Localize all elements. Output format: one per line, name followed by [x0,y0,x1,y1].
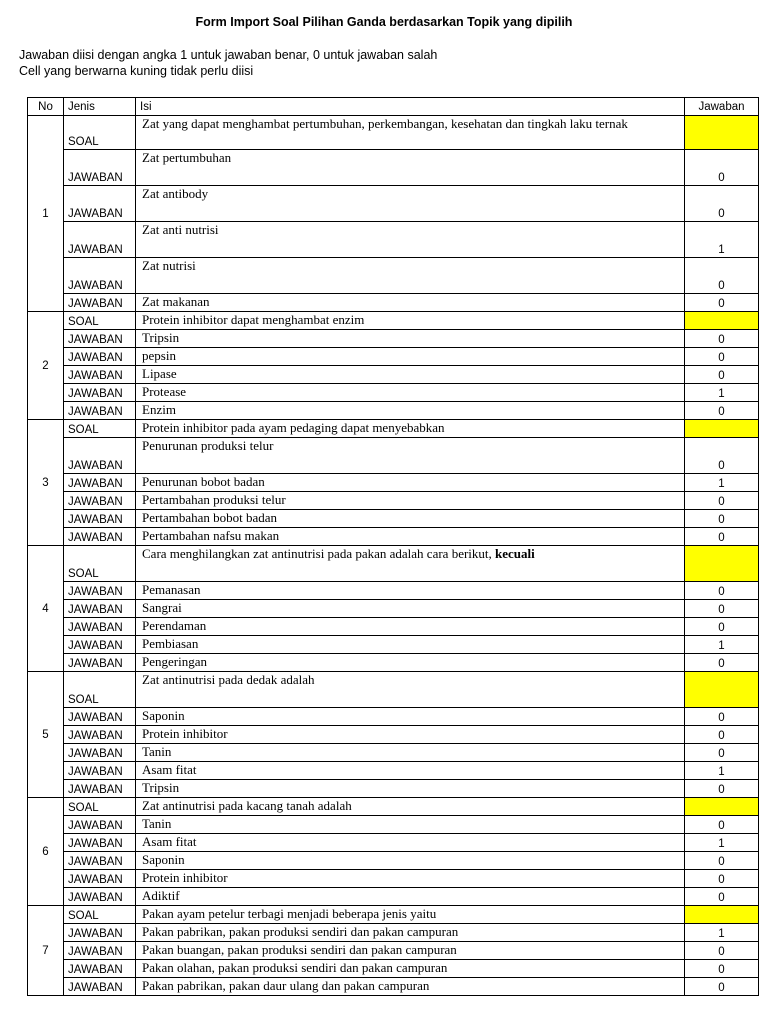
answer-row [28,492,759,510]
jawaban-cell[interactable]: 0 [685,852,759,870]
isi-cell [136,852,685,870]
jenis-cell: JAWABAN [64,186,136,222]
isi-text: Tanin [142,744,172,759]
answer-row [28,402,759,420]
jenis-cell: JAWABAN [64,348,136,366]
answer-row [28,636,759,654]
jenis-cell: JAWABAN [64,960,136,978]
question-row [28,906,759,924]
jenis-cell: JAWABAN [64,654,136,672]
isi-text: Lipase [142,366,177,381]
isi-text: Pakan buangan, pakan produksi sendiri dan pakan campuran [142,942,457,957]
question-number: 7 [28,906,64,996]
isi-cell [136,330,685,348]
jenis-cell: JAWABAN [64,762,136,780]
isi-text: pepsin [142,348,176,363]
jenis-cell: JAWABAN [64,834,136,852]
jenis-cell: SOAL [64,906,136,924]
isi-emphasis-text: kecuali [495,546,535,561]
jenis-cell: JAWABAN [64,528,136,546]
isi-text: Pakan pabrikan, pakan daur ulang dan pakan campuran [142,978,430,993]
isi-cell [136,834,685,852]
isi-text: Pertambahan produksi telur [142,492,286,507]
answer-row [28,258,759,294]
answer-row [28,726,759,744]
jenis-cell: JAWABAN [64,582,136,600]
jenis-cell: SOAL [64,420,136,438]
answer-row [28,852,759,870]
isi-text: Asam fitat [142,762,197,777]
jawaban-cell-disabled [685,798,759,816]
isi-cell [136,672,685,708]
answer-row [28,654,759,672]
jenis-cell: JAWABAN [64,816,136,834]
answer-row [28,528,759,546]
isi-text: Tripsin [142,780,180,795]
isi-cell [136,618,685,636]
header-jenis: Jenis [64,98,136,116]
isi-cell [136,510,685,528]
answer-row [28,870,759,888]
jawaban-cell[interactable]: 0 [685,330,759,348]
instruction-line-2: Cell yang berwarna kuning tidak perlu diisi [19,64,254,78]
answer-row [28,384,759,402]
answer-row [28,222,759,258]
jenis-cell: SOAL [64,798,136,816]
jawaban-cell[interactable]: 0 [685,582,759,600]
jenis-cell: JAWABAN [64,870,136,888]
isi-cell [136,924,685,942]
isi-text: Protein inhibitor pada ayam pedaging dapat menyebabkan [142,420,445,435]
isi-cell [136,294,685,312]
question-number: 6 [28,798,64,906]
answer-row [28,366,759,384]
isi-text: Zat yang dapat menghambat pertumbuhan, perkembangan, kesehatan dan tingkah laku ternak [142,116,628,131]
question-row [28,546,759,582]
jawaban-cell[interactable]: 0 [685,402,759,420]
jenis-cell: JAWABAN [64,600,136,618]
isi-cell [136,546,685,582]
jawaban-cell[interactable]: 1 [685,474,759,492]
isi-text: Pakan pabrikan, pakan produksi sendiri dan pakan campuran [142,924,459,939]
answer-row [28,924,759,942]
answer-row [28,348,759,366]
jawaban-cell[interactable]: 0 [685,870,759,888]
isi-text: Penurunan produksi telur [142,438,274,453]
jawaban-cell[interactable]: 0 [685,744,759,762]
isi-cell [136,402,685,420]
jenis-cell: SOAL [64,312,136,330]
instruction-line-1: Jawaban diisi dengan angka 1 untuk jawaban benar, 0 untuk jawaban salah [19,48,438,62]
isi-text: Zat anti nutrisi [142,222,219,237]
question-number: 1 [28,116,64,312]
jenis-cell: JAWABAN [64,258,136,294]
isi-cell [136,906,685,924]
isi-text: Pengeringan [142,654,207,669]
answer-row [28,780,759,798]
jenis-cell: JAWABAN [64,942,136,960]
question-row [28,420,759,438]
jawaban-cell[interactable]: 0 [685,960,759,978]
jenis-cell: JAWABAN [64,222,136,258]
isi-text: Sangrai [142,600,182,615]
isi-text: Zat antinutrisi pada dedak adalah [142,672,315,687]
isi-text: Zat nutrisi [142,258,196,273]
jawaban-cell[interactable]: 0 [685,510,759,528]
jawaban-cell[interactable]: 0 [685,816,759,834]
isi-cell [136,636,685,654]
isi-cell [136,116,685,150]
isi-text: Zat makanan [142,294,210,309]
jawaban-cell[interactable]: 0 [685,978,759,996]
answer-row [28,762,759,780]
isi-cell [136,258,685,294]
jawaban-cell[interactable]: 0 [685,492,759,510]
jenis-cell: JAWABAN [64,366,136,384]
isi-text: Pertambahan nafsu makan [142,528,280,543]
isi-cell [136,744,685,762]
header-no: No [28,98,64,116]
jenis-cell: JAWABAN [64,384,136,402]
jawaban-cell[interactable]: 0 [685,888,759,906]
isi-cell [136,348,685,366]
jawaban-cell[interactable]: 1 [685,834,759,852]
jawaban-cell[interactable]: 0 [685,528,759,546]
jenis-cell: JAWABAN [64,924,136,942]
isi-text: Perendaman [142,618,207,633]
question-number: 2 [28,312,64,420]
jenis-cell: JAWABAN [64,510,136,528]
answer-row [28,582,759,600]
isi-text: Pertambahan bobot badan [142,510,278,525]
jenis-cell: JAWABAN [64,150,136,186]
answer-row [28,942,759,960]
jenis-cell: JAWABAN [64,294,136,312]
form-title: Form Import Soal Pilihan Ganda berdasarkan Topik yang dipilih [195,15,573,29]
jawaban-cell[interactable]: 0 [685,942,759,960]
isi-cell [136,150,685,186]
jenis-cell: JAWABAN [64,438,136,474]
jenis-cell: JAWABAN [64,852,136,870]
answer-row [28,816,759,834]
jenis-cell: JAWABAN [64,618,136,636]
isi-text: Zat pertumbuhan [142,150,232,165]
header-isi: Isi [136,98,685,116]
jawaban-cell[interactable]: 1 [685,762,759,780]
answer-row [28,474,759,492]
isi-cell [136,942,685,960]
question-number: 4 [28,546,64,672]
question-number: 3 [28,420,64,546]
isi-text: Asam fitat [142,834,197,849]
isi-text: Penurunan bobot badan [142,474,265,489]
isi-text: Zat antinutrisi pada kacang tanah adalah [142,798,352,813]
jenis-cell: JAWABAN [64,330,136,348]
jenis-cell: JAWABAN [64,474,136,492]
isi-cell [136,474,685,492]
jenis-cell: SOAL [64,672,136,708]
jawaban-cell[interactable]: 0 [685,438,759,474]
isi-cell [136,654,685,672]
question-table [27,97,759,996]
isi-text: Pembiasan [142,636,199,651]
jenis-cell: JAWABAN [64,780,136,798]
jawaban-cell[interactable]: 0 [685,708,759,726]
isi-cell [136,420,685,438]
answer-row [28,618,759,636]
isi-text: Enzim [142,402,176,417]
jenis-cell: JAWABAN [64,744,136,762]
question-row [28,798,759,816]
answer-row [28,834,759,852]
isi-text: Saponin [142,708,185,723]
answer-row [28,294,759,312]
isi-text: Protease [142,384,187,399]
isi-cell [136,798,685,816]
jawaban-cell[interactable]: 0 [685,348,759,366]
jenis-cell: JAWABAN [64,492,136,510]
isi-text: Zat antibody [142,186,209,201]
answer-row [28,150,759,186]
jawaban-cell[interactable]: 1 [685,384,759,402]
isi-cell [136,582,685,600]
jenis-cell: JAWABAN [64,636,136,654]
jenis-cell: JAWABAN [64,708,136,726]
isi-cell [136,312,685,330]
isi-cell [136,384,685,402]
jawaban-cell-disabled [685,906,759,924]
jenis-cell: JAWABAN [64,888,136,906]
isi-cell [136,762,685,780]
answer-row [28,744,759,762]
isi-text: Cara menghilangkan zat antinutrisi pada pakan adalah cara berikut, [142,546,492,561]
answer-row [28,510,759,528]
jawaban-cell-disabled [685,546,759,582]
jawaban-cell[interactable]: 0 [685,654,759,672]
answer-row [28,888,759,906]
answer-row [28,708,759,726]
isi-cell [136,780,685,798]
isi-cell [136,888,685,906]
question-row [28,116,759,150]
isi-cell [136,528,685,546]
isi-cell [136,366,685,384]
isi-cell [136,870,685,888]
answer-row [28,978,759,996]
isi-cell [136,960,685,978]
isi-text: Pemanasan [142,582,201,597]
jenis-cell: SOAL [64,116,136,150]
isi-text: Tanin [142,816,172,831]
answer-row [28,600,759,618]
isi-text: Saponin [142,852,185,867]
header-jawaban: Jawaban [685,98,759,116]
isi-cell [136,438,685,474]
jawaban-cell[interactable]: 0 [685,780,759,798]
isi-cell [136,186,685,222]
isi-cell [136,816,685,834]
question-row [28,672,759,708]
question-number: 5 [28,672,64,798]
isi-cell [136,726,685,744]
jawaban-cell[interactable]: 0 [685,294,759,312]
isi-cell [136,600,685,618]
question-row [28,312,759,330]
isi-text: Protein inhibitor [142,870,228,885]
jawaban-cell[interactable]: 1 [685,924,759,942]
jenis-cell: JAWABAN [64,402,136,420]
jenis-cell: JAWABAN [64,726,136,744]
answer-row [28,960,759,978]
isi-cell [136,978,685,996]
jawaban-cell-disabled [685,116,759,150]
jawaban-cell[interactable]: 1 [685,222,759,258]
jawaban-cell[interactable]: 0 [685,618,759,636]
isi-text: Protein inhibitor [142,726,228,741]
jenis-cell: JAWABAN [64,978,136,996]
jawaban-cell[interactable]: 0 [685,150,759,186]
answer-row [28,438,759,474]
isi-text: Protein inhibitor dapat menghambat enzim [142,312,365,327]
jenis-cell: SOAL [64,546,136,582]
isi-cell [136,222,685,258]
jawaban-cell[interactable]: 0 [685,600,759,618]
jawaban-cell-disabled [685,672,759,708]
isi-cell [136,708,685,726]
jawaban-cell-disabled [685,420,759,438]
jawaban-cell[interactable]: 0 [685,366,759,384]
jawaban-cell[interactable]: 0 [685,726,759,744]
jawaban-cell[interactable]: 1 [685,636,759,654]
answer-row [28,330,759,348]
answer-row [28,186,759,222]
header-row [28,98,759,116]
isi-text: Pakan ayam petelur terbagi menjadi beberapa jenis yaitu [142,906,437,921]
isi-text: Pakan olahan, pakan produksi sendiri dan pakan campuran [142,960,448,975]
isi-text: Tripsin [142,330,180,345]
jawaban-cell-disabled [685,312,759,330]
jawaban-cell[interactable]: 0 [685,186,759,222]
isi-text: Adiktif [142,888,180,903]
jawaban-cell[interactable]: 0 [685,258,759,294]
isi-cell [136,492,685,510]
